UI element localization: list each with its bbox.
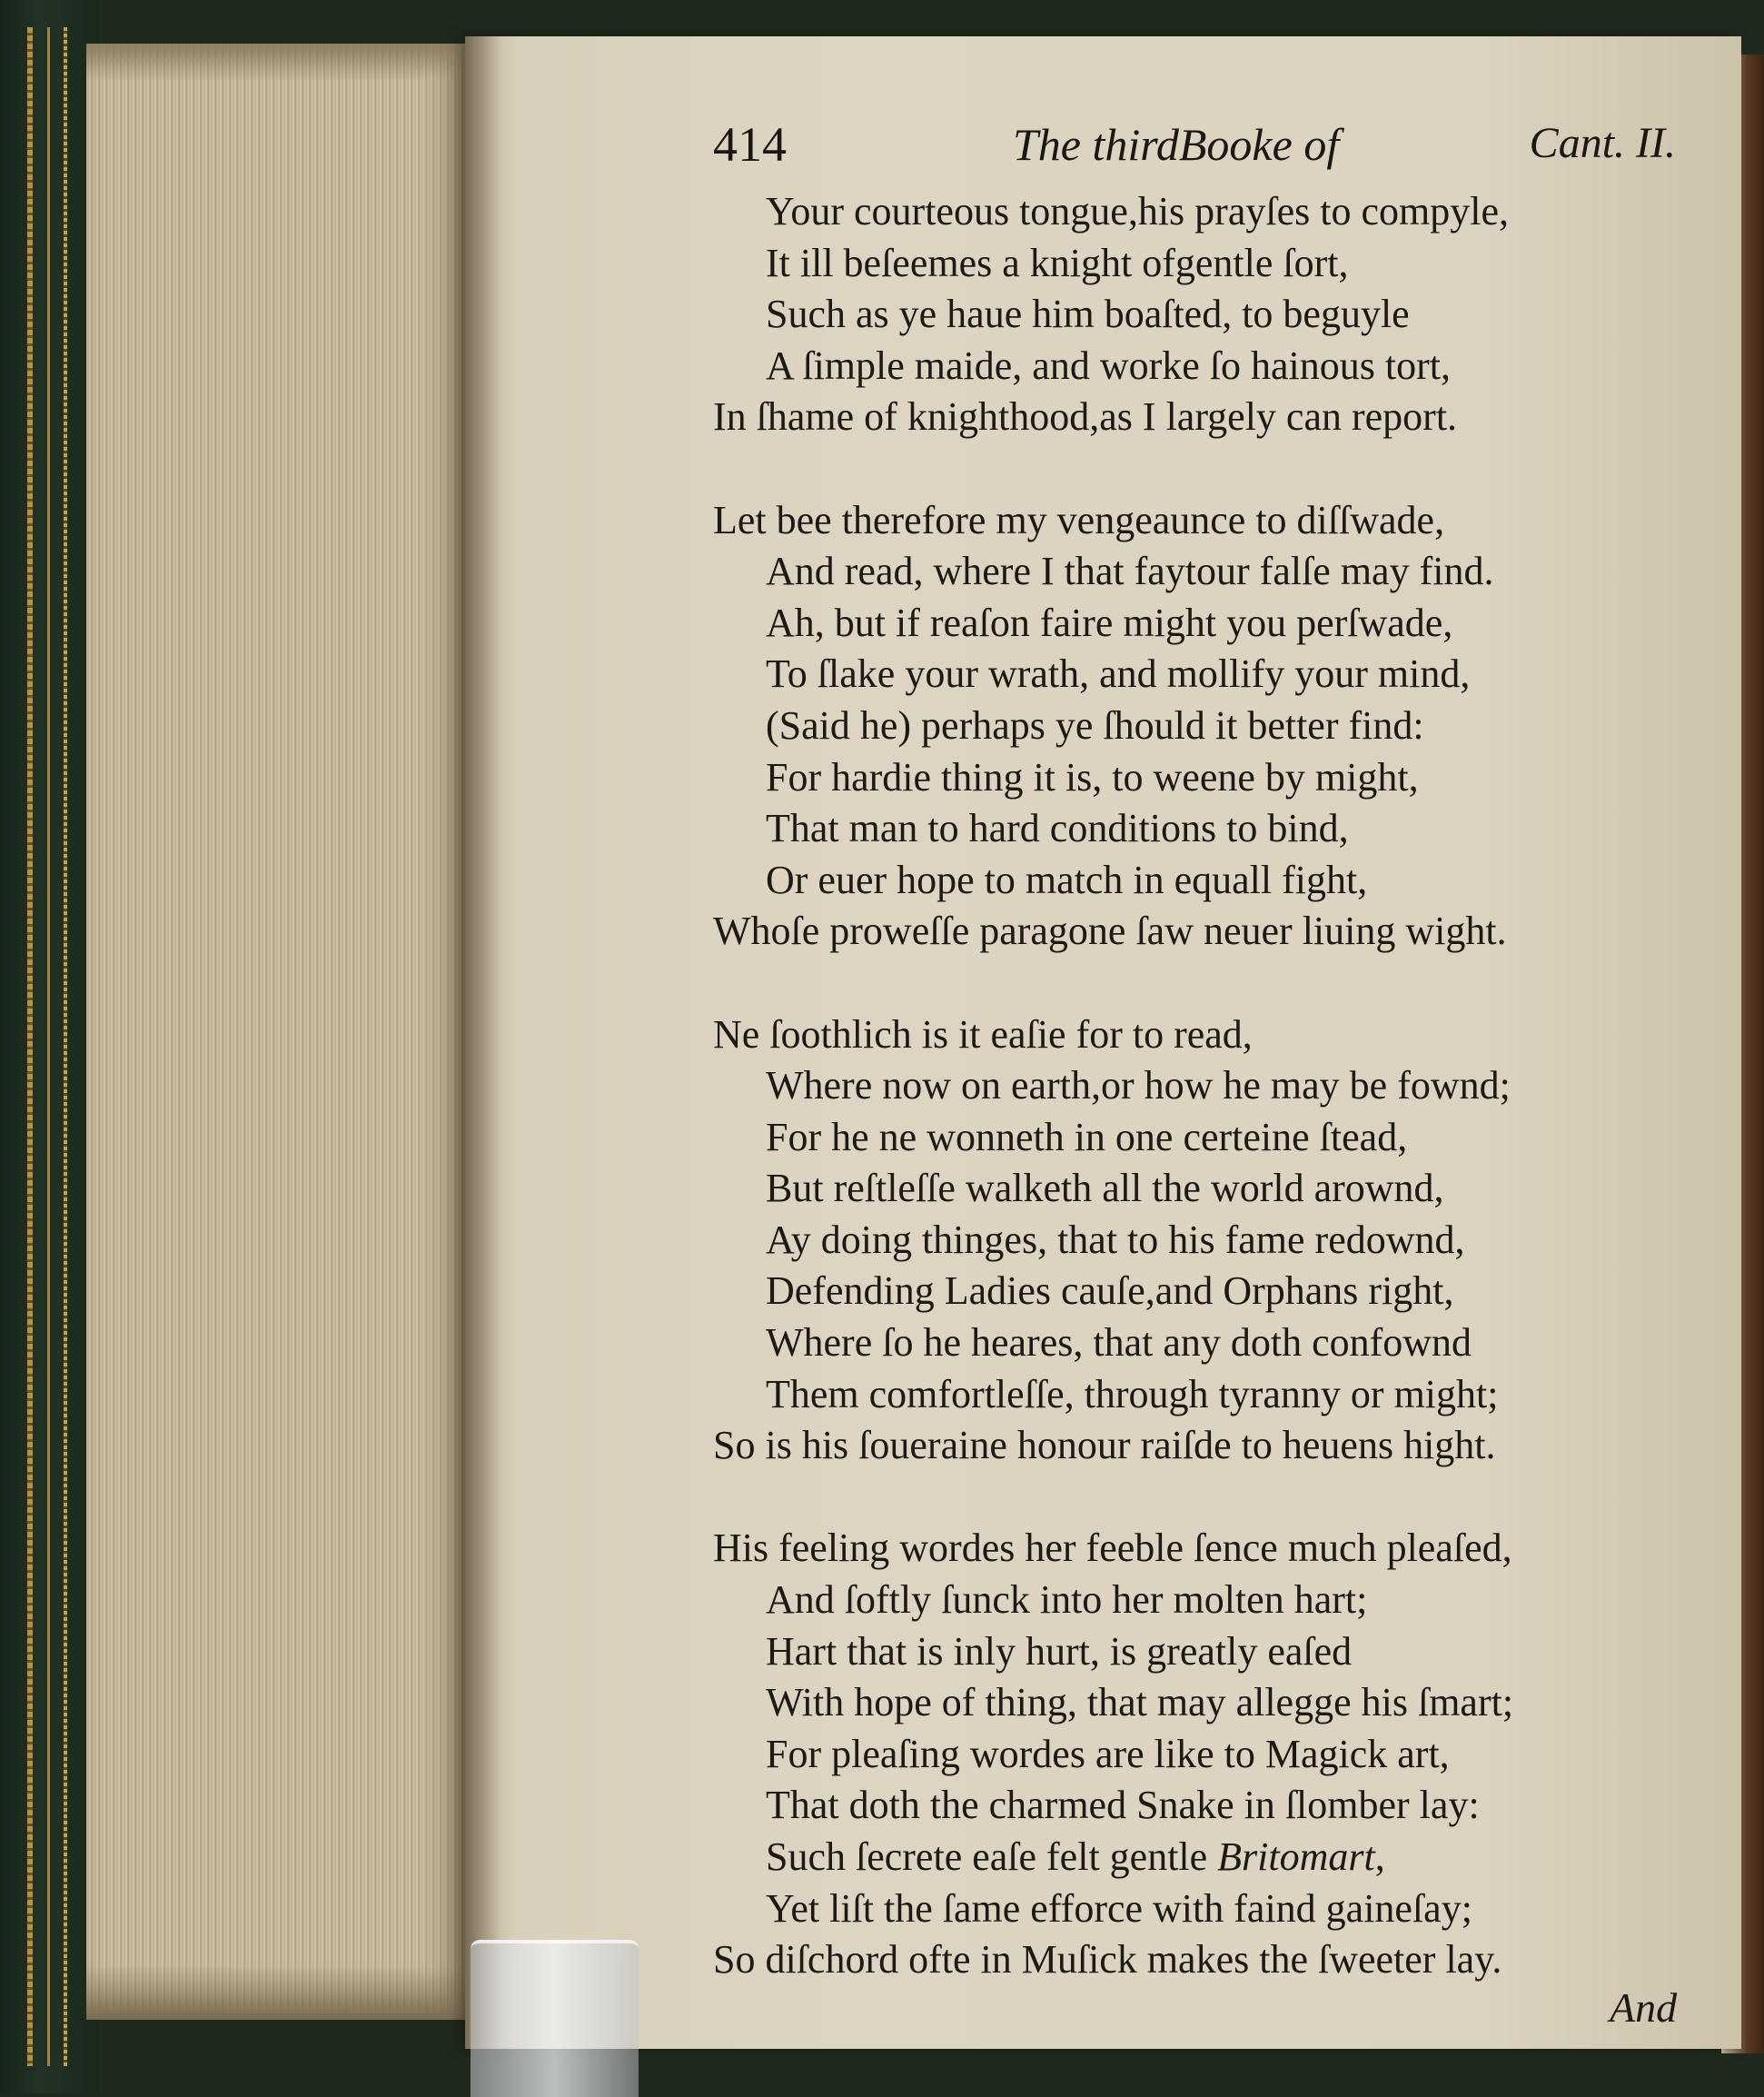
catchword: And [1610, 1984, 1678, 2031]
page-edges-shadow-bottom [86, 1965, 468, 2020]
stanza [713, 495, 1703, 958]
verse-line: Ay doing thinges, that to his fame redownd, [766, 1217, 1465, 1262]
verse-line: And read, where I that faytour falſe may find. [766, 549, 1494, 594]
page-edges [86, 44, 468, 2020]
verse-line [713, 1832, 1703, 1883]
canto-label: Cant. II. [1529, 119, 1676, 167]
verse-line: A ſimple maide, and worke ſo hainous tort, [766, 343, 1451, 388]
verse-line: But reſtleſſe walketh all the world arownd, [766, 1166, 1444, 1211]
verse-line: So is his ſoueraine honour raiſde to heuens hight. [713, 1423, 1496, 1468]
page-number: 414 [713, 117, 787, 172]
verse-line: With hope of thing, that may allegge his ſmart; [766, 1680, 1514, 1725]
verse-line: It ill beſeemes a knight ofgentle ſort, [766, 240, 1349, 285]
verse-line: Your courteous tongue,his prayſes to compyle, [766, 189, 1509, 234]
verse-line-text: , [1374, 1834, 1385, 1879]
verse-line: Ne ſoothlich is it eaſie for to read, [713, 1011, 1253, 1057]
verse-line: So diſchord ofte in Muſick makes the ſweeter lay. [713, 1937, 1502, 1983]
verse-line: Hart that is inly hurt, is greatly eaſed [766, 1628, 1353, 1674]
poem-text [713, 186, 1703, 1986]
gilt-border-inner [64, 27, 67, 2066]
page-gutter-shadow [465, 36, 501, 2049]
verse-line: Defending Ladies cauſe,and Orphans right, [766, 1268, 1454, 1314]
verse-line: Where ſo he heares, that any doth confownd [766, 1320, 1472, 1366]
verse-line: And ſoftly ſunck into her molten hart; [766, 1577, 1368, 1623]
verse-line: For he ne wonneth in one certeine ſtead, [766, 1114, 1408, 1159]
verse-line: In ſhame of knighthood,as I largely can report. [713, 394, 1458, 440]
verse-line: Let bee therefore my vengeaunce to diſſwade, [713, 497, 1445, 542]
verse-line: Whoſe proweſſe paragone ſaw neuer liuing wight. [713, 909, 1507, 954]
verse-line: To ſlake your wrath, and mollify your mind, [766, 651, 1471, 697]
stanza [713, 186, 1703, 443]
verse-line: That man to hard conditions to bind, [766, 806, 1349, 851]
gilt-border-outer [27, 27, 33, 2066]
verse-line-text: Such ſecrete eaſe felt gentle [766, 1834, 1218, 1879]
gilt-border-middle [47, 27, 50, 2066]
verse-line: Ah, but if reaſon faire might you perſwade, [766, 600, 1453, 645]
verse-line: That doth the charmed Snake in ſlomber lay: [766, 1783, 1480, 1828]
page-header [713, 116, 1676, 180]
stanza [713, 1523, 1703, 1985]
verse-line: Them comfortleſſe, through tyranny or might; [766, 1371, 1499, 1416]
verse-line: Such as ye haue him boaſted, to beguyle [766, 292, 1410, 337]
running-title: The thirdBooke of [1013, 119, 1340, 170]
verse-line: For pleaſing wordes are like to Magick art, [766, 1731, 1450, 1776]
verse-line: For hardie thing it is, to weene by might, [766, 754, 1419, 800]
stanza-break [713, 958, 1703, 1009]
stanza-break [713, 1472, 1703, 1524]
verse-line: Where now on earth,or how he may be fownd; [766, 1063, 1511, 1108]
verse-line: Yet liſt the ſame efforce with faind gaineſay; [766, 1885, 1472, 1931]
stanza-break [713, 443, 1703, 495]
stanza [713, 1009, 1703, 1472]
page-edges-shadow-top [86, 44, 468, 80]
page-clip [471, 1940, 639, 2097]
character-name: Britomart [1217, 1834, 1375, 1879]
verse-line: His feeling wordes her feeble ſence much pleaſed, [713, 1526, 1512, 1571]
verse-line: Or euer hope to match in equall fight, [766, 857, 1368, 902]
verse-line: (Said he) perhaps ye ſhould it better find: [766, 702, 1424, 748]
book-cover [0, 0, 100, 2093]
